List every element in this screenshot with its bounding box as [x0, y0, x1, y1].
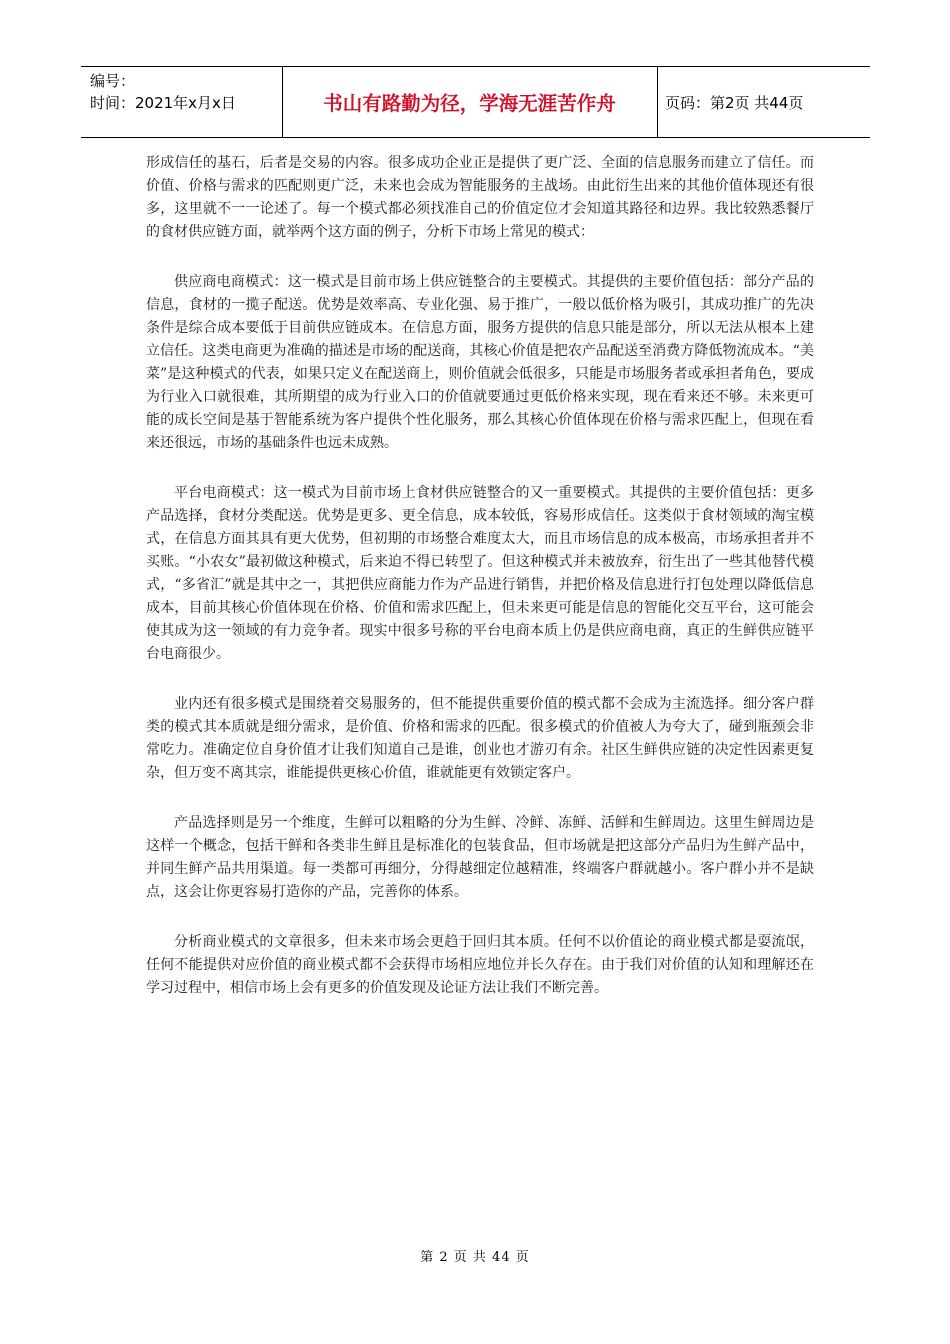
paragraph-supplier-ecommerce: 供应商电商模式：这一模式是目前市场上供应链整合的主要模式。其提供的主要价值包括：部分产品的信息，食材的一揽子配送。优势是效率高、专业化强、易于推广，一般以低价格为吸引，其成功推广的先决条件是综合成本要低于目前供应链成本。在信息方面，服务方提供的信息只能是部分，所以无法从根本上建立信任。这类电商更为准确的描述是市场的配送商，其核心价值是把农产品配送至消费方降低物流成本。“美菜”是这种模式的代表，如果只定义在配送商上，则价值就会低很多，只能是市场服务者或承担者角色，要成为行业入口就很难，其所期望的成为行业入口的价值就要通过更低价格来实现，现在看来还不够。未来更可能的成长空间是基于智能系统为客户提供个性化服务，那么其核心价值体现在价格与需求匹配上，但现在看来还很远，市场的基础条件也远未成熟。	[146, 274, 814, 451]
page-footer: 第 2 页 共 44 页	[420, 1250, 530, 1265]
paragraph-other-models: 业内还有很多模式是围绕着交易服务的，但不能提供重要价值的模式都不会成为主流选择。细分客户群类的模式其本质就是细分需求，是价值、价格和需求的匹配。很多模式的价值被人为夸大了，碰到瓶颈会非常吃力。准确定位自身价值才让我们知道自己是谁，创业也才游刃有余。社区生鲜供应链的决定性因素更复杂，但万变不离其宗，谁能提供更核心价值，谁就能更有效锁定客户。	[146, 696, 814, 781]
header-divider-right	[657, 67, 658, 137]
document-code-label: 编号：	[90, 72, 136, 90]
header-meta	[90, 70, 236, 114]
document-date-label: 时间：2021年x月x日	[90, 94, 236, 112]
header-slogan: 书山有路勤为径，学海无涯苦作舟	[323, 92, 616, 115]
paragraph-product-selection: 产品选择则是另一个维度，生鲜可以粗略的分为生鲜、冷鲜、冻鲜、活鲜和生鲜周边。这里生鲜周边是这样一个概念，包括干鲜和各类非生鲜且是标准化的包装食品，但市场就是把这部分产品归为生鲜产品中，并同生鲜产品共用渠道。每一类都可再细分，分得越细定位越精准，终端客户群就越小。客户群小并不是缺点，这会让你更容易打造你的产品，完善你的体系。	[146, 815, 814, 900]
page-header	[81, 66, 870, 138]
paragraph-conclusion: 分析商业模式的文章很多，但未来市场会更趋于回归其本质。任何不以价值论的商业模式都是耍流氓，任何不能提供对应价值的商业模式都不会获得市场相应地位并长久存在。由于我们对价值的认知和理解还在学习过程中，相信市场上会有更多的价值发现及论证方法让我们不断完善。	[146, 934, 814, 996]
paragraph-platform-ecommerce: 平台电商模式：这一模式为目前市场上食材供应链整合的又一重要模式。其提供的主要价值包括：更多产品选择，食材分类配送。优势是更多、更全信息，成本较低，容易形成信任。这类似于食材领域的淘宝模式，在信息方面其具有更大优势，但初期的市场整合难度太大，而且市场信息的成本极高，市场承担者并不买账。“小农女”最初做这种模式，后来迫不得已转型了。但这种模式并未被放弃，衍生出了一些其他替代模式，“多省汇”就是其中之一，其把供应商能力作为产品进行销售，并把价格及信息进行打包处理以降低信息成本，目前其核心价值体现在价格、价值和需求匹配上，但未来更可能是信息的智能化交互平台，这可能会使其成为这一领域的有力竞争者。现实中很多号称的平台电商本质上仍是供应商电商，真正的生鲜供应链平台电商很少。	[146, 485, 814, 662]
header-page-label: 页码：第2页 共44页	[665, 93, 804, 112]
paragraph-intro: 形成信任的基石，后者是交易的内容。很多成功企业正是提供了更广泛、全面的信息服务而建立了信任。而价值、价格与需求的匹配则更广泛，未来也会成为智能服务的主战场。由此衍生出来的其他价值体现还有很多，这里就不一一论述了。每一个模式都必须找准自己的价值定位才会知道其路径和边界。我比较熟悉餐厅的食材供应链方面，就举两个这方面的例子，分析下市场上常见的模式：	[146, 155, 814, 240]
document-body	[146, 152, 814, 1027]
